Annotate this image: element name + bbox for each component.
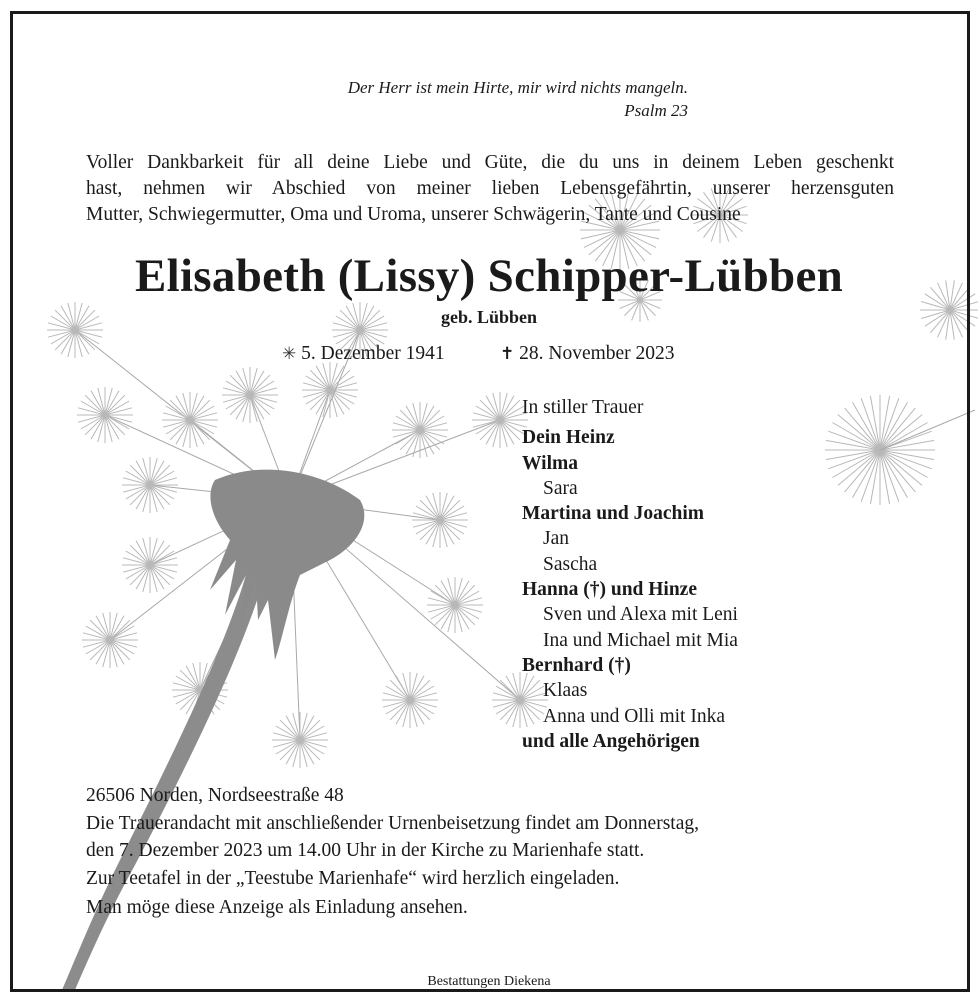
closing-section <box>86 781 699 922</box>
mourner-entry: Anna und Olli mit Inka <box>543 705 725 727</box>
mourner-entry: Ina und Michael mit Mia <box>543 629 738 651</box>
intro-line: hast, nehmen wir Abschied von meiner lieben Lebensgefährtin, unserer herzensguten <box>86 178 894 199</box>
mourner-entry: Jan <box>543 528 569 550</box>
mourner-entry: und alle Angehörigen <box>522 730 700 752</box>
mourner-entry: Klaas <box>543 680 588 702</box>
intro-line: Voller Dankbarkeit für all deine Liebe und Güte, die du uns in deinem Leben geschenkt <box>86 152 894 173</box>
birth-star-icon: ✳ <box>282 344 297 364</box>
tea-invitation: Zur Teetafel in der „Teestube Marienhafe“ wird herzlich eingeladen. <box>86 868 620 889</box>
bible-verse <box>348 76 688 122</box>
mourner-entry: Martina und Joachim <box>522 503 705 525</box>
invitation-note: Man möge diese Anzeige als Einladung ansehen. <box>86 897 468 918</box>
verse-text: Der Herr ist mein Hirte, mir wird nichts mangeln. <box>347 78 688 97</box>
address: 26506 Norden, Nordseestraße 48 <box>86 785 344 806</box>
mourner-entry: Sven und Alexa mit Leni <box>543 604 738 626</box>
death-date-line <box>500 343 675 365</box>
service-info: Die Trauerandacht mit anschließender Urnenbeisetzung findet am Donnerstag, <box>86 813 699 834</box>
mourner-entry: Hanna (†) und Hinze <box>522 579 697 601</box>
birth-date-line <box>282 343 445 365</box>
intro-line: Mutter, Schwiegermutter, Oma und Uroma, unserer Schwägerin, Tante und Cousine <box>86 204 741 225</box>
death-date: 28. November 2023 <box>519 343 675 364</box>
maiden-name: geb. Lübben <box>440 307 538 327</box>
undertaker-credit <box>0 972 978 990</box>
mourners-heading: In stiller Trauer <box>522 397 644 418</box>
mourners-list <box>522 395 738 754</box>
verse-source: Psalm 23 <box>624 101 688 120</box>
intro-paragraph <box>86 150 894 228</box>
deceased-name: Elisabeth (Lissy) Schipper-Lübben <box>134 250 844 302</box>
mourner-entry: Sascha <box>543 553 598 575</box>
service-info: den 7. Dezember 2023 um 14.00 Uhr in der Kirche zu Marienhafe statt. <box>86 840 645 861</box>
undertaker-name: Bestattungen Diekena <box>417 974 560 989</box>
mourner-entry: Sara <box>543 477 578 499</box>
cross-icon: ✝ <box>500 344 515 364</box>
mourner-entry: Dein Heinz <box>522 427 615 449</box>
mourner-entry: Wilma <box>522 452 578 474</box>
mourner-entry: Bernhard (†) <box>522 654 631 676</box>
birth-date: 5. Dezember 1941 <box>301 343 445 364</box>
